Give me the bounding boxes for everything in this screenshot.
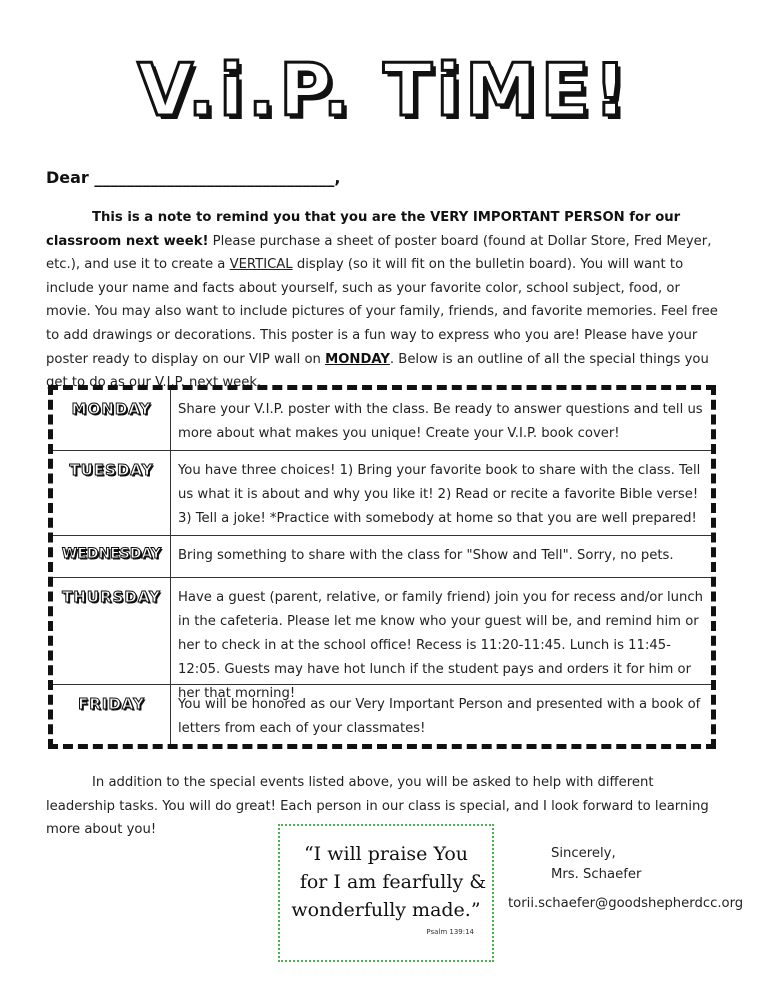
- monday-word: MONDAY: [325, 351, 390, 367]
- signer-name: Mrs. Schaefer: [551, 867, 642, 882]
- verse-line-3: wonderfully made.”: [291, 899, 481, 921]
- bible-verse-box: [278, 824, 494, 962]
- day-label: TUESDAY: [53, 451, 171, 535]
- page-title: V.i.P. TiME!: [137, 48, 631, 132]
- verse-line-1: “I will praise You: [303, 843, 469, 865]
- closing-paragraph: In addition to the special events listed above, you will be asked to help with different leadership tasks. You will do great! Each person in our class is special, and I look forward to learning more about you!: [46, 775, 709, 838]
- day-label: WEDNESDAY: [53, 536, 171, 577]
- bible-verse: [280, 840, 492, 924]
- schedule-row-wednesday: [53, 535, 711, 577]
- signature-block: [551, 843, 641, 885]
- intro-paragraph: [46, 206, 726, 395]
- day-description: You will be honored as our Very Important Person and presented with a book of letters from each of your classmates!: [178, 697, 701, 736]
- schedule-row-monday: [53, 390, 711, 450]
- intro-text-1: Please purchase a sheet of poster board (found at Dollar Store, Fred Meyer, etc.), and use it to create a: [46, 233, 712, 273]
- day-label: THURSDAY: [53, 578, 171, 684]
- verse-line-2: for I am fearfully &: [299, 871, 487, 893]
- day-label: FRIDAY: [53, 685, 171, 744]
- day-description: Share your V.I.P. poster with the class. Be ready to answer questions and tell us more about what makes you unique! Create your V.I.P. book cover!: [178, 402, 703, 441]
- schedule-row-tuesday: [53, 450, 711, 535]
- intro-text-2: display (so it will fit on the bulletin board). You will want to include your name and facts about yourself, such as your favorite color, school subject, food, or movie. You may also want to include pictures of your family, friends, and favorite memories. Feel free to add drawings or decorations. This poster is a fun way to express who you are! Please have your poster ready to display on our VIP wall on: [46, 257, 718, 367]
- schedule-table: [48, 385, 716, 749]
- signoff: Sincerely,: [551, 846, 616, 861]
- day-description: Bring something to share with the class for "Show and Tell". Sorry, no pets.: [178, 548, 674, 563]
- teacher-email: torii.schaefer@goodshepherdcc.org: [508, 896, 744, 911]
- greeting-line: Dear ______________________________,: [46, 168, 341, 187]
- day-description: You have three choices! 1) Bring your favorite book to share with the class. Tell us what it is about and why you like it! 2) Read or recite a favorite Bible verse! 3) Tell a joke! *Practice with somebody at home so that you are well prepared!: [178, 463, 701, 526]
- schedule-row-friday: [53, 684, 711, 744]
- day-label: MONDAY: [53, 390, 171, 450]
- verse-reference: Psalm 139:14: [426, 928, 474, 936]
- schedule-row-thursday: [53, 577, 711, 701]
- intro-bold-lead: This is a note to remind you that you are the VERY IMPORTANT PERSON for our classroom next week!: [46, 210, 681, 249]
- day-description: Have a guest (parent, relative, or family friend) join you for recess and/or lunch in the cafeteria. Please let me know who your guest will be, and remind him or her to check in at the school office! Recess is 11:20-11:45. Lunch is 11:45-12:05. Guests may have hot lunch if the student pays and orders it for him or her that morning!: [178, 590, 703, 701]
- vertical-word: VERTICAL: [229, 257, 293, 273]
- intro-text-3: . Below is an outline of all the special things you get to do as our V.I.P. next week.: [46, 351, 709, 391]
